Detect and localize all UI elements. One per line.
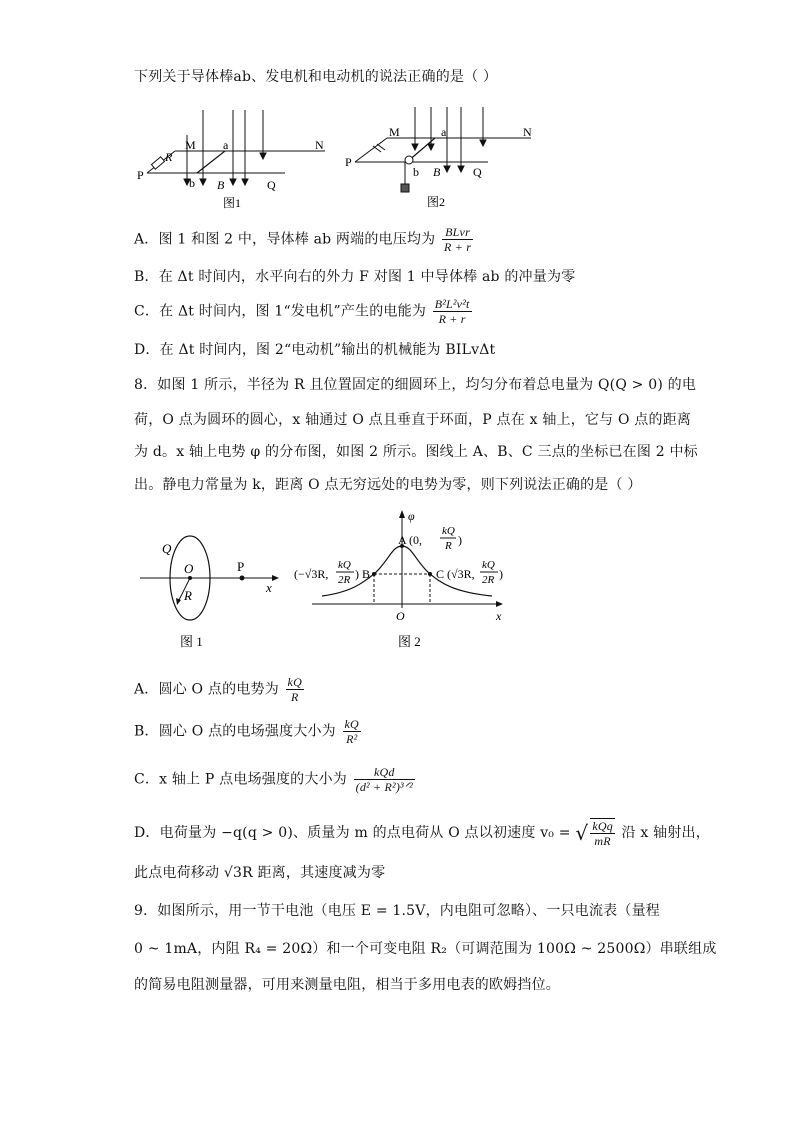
label-P: P xyxy=(137,168,144,182)
fig2-point-c-den: 2R xyxy=(482,574,495,586)
option-c-fraction: $\frac{\text{B²L²v²t}}{R + r}$ xyxy=(434,297,470,326)
fig1-label-O: O xyxy=(184,561,194,576)
sqrt-sign: √ xyxy=(575,821,589,845)
q8-line-1: 8．如图 1 所示，半径为 R 且位置固定的细圆环上，均匀分布着总电量为 Q(Q > 0) 的电 xyxy=(134,377,697,393)
q8-option-b-text: B．圆心 O 点的电场强度大小为 xyxy=(134,723,336,740)
label-b: b xyxy=(189,176,195,190)
q8-option-d-text2: 沿 x 轴射出， xyxy=(621,825,710,841)
fig2-point-c-open: C (√3R, xyxy=(436,567,475,581)
q8-option-c xyxy=(134,765,417,794)
fig2-caption: 图2 xyxy=(427,195,446,209)
q8-option-a xyxy=(134,675,306,704)
q8-option-a-text: A．圆心 O 点的电势为 xyxy=(134,681,279,698)
q8-figure-2 xyxy=(292,508,512,656)
label-M2: M xyxy=(389,125,400,139)
q9-line-2: 0 ~ 1mA，内阻 R₄ = 20Ω）和一个可变电阻 R₂（可调范围为 100Ω ~ 2500Ω）串联组成 xyxy=(134,941,717,957)
q8-line-4: 出。静电力常量为 k，距离 O 点无穷远处的电势为零，则下列说法正确的是（ ） xyxy=(134,477,642,493)
fig2-point-c-num: kQ xyxy=(482,559,495,571)
fig1-label-x: x xyxy=(266,580,272,595)
q8-option-b-fraction: $\frac{kQ}{\text{R²}}$ xyxy=(344,717,359,746)
q7-option-a xyxy=(134,225,475,254)
label-P2: P xyxy=(345,155,352,169)
label-Q: Q xyxy=(267,178,276,192)
fig2-axis-x: x xyxy=(496,609,502,623)
q7-option-b: B．在 Δt 时间内，水平向右的外力 F 对图 1 中导体棒 ab 的冲量为零 xyxy=(134,269,576,285)
q8-line-2: 荷，O 点为圆环的圆心，x 轴通过 O 点且垂直于环面，P 点在 x 轴上，它与 O 点的距离 xyxy=(134,412,692,428)
q7-option-c xyxy=(134,297,474,326)
q8-option-d-line2: 此点电荷移动 √3R 距离，其速度减为零 xyxy=(134,865,386,881)
fig2-point-b-den: 2R xyxy=(338,574,351,586)
q8-option-b xyxy=(134,717,363,746)
fig2-point-b-open: (−√3R, xyxy=(294,567,329,581)
q8-option-d xyxy=(134,818,710,848)
q7-stem: 下列关于导体棒ab、发电机和电动机的说法正确的是（ ） xyxy=(134,69,498,85)
option-c-text: C．在 Δt 时间内，图 1“发电机”产生的电能为 xyxy=(134,303,427,320)
fig2-point-c-close: ) xyxy=(499,567,503,581)
fig1-label-R: R xyxy=(184,588,192,603)
q8-option-c-fraction: $\frac{\text{kQd}}{\text{(d² + R²)³ᐟ²}}$ xyxy=(355,765,413,794)
fig1-caption: 图1 xyxy=(223,196,242,210)
fig2-point-b-num: kQ xyxy=(338,559,351,571)
fig2-axis-y: φ xyxy=(408,509,415,523)
fig1-label-Q: Q xyxy=(162,541,172,556)
label-a2: a xyxy=(441,125,447,139)
fig2-point-a: A (0, xyxy=(398,533,422,547)
q8-line-3: 为 d。x 轴上电势 φ 的分布图，如图 2 所示。图线上 A、B、C 三点的坐标已在图 2 中标 xyxy=(134,444,698,460)
q8-option-a-fraction: $\frac{kQ}{R}$ xyxy=(287,675,302,704)
fig2-point-b-close: ) B xyxy=(355,567,370,581)
label-b2: b xyxy=(413,165,419,179)
fig2-point-a-den: R xyxy=(445,540,452,552)
q9-line-3: 的简易电阻测量器，可用来测量电阻，相当于多用电表的欧姆挡位。 xyxy=(134,977,560,993)
option-a-fraction: $\frac{\text{BLvr}}{R + r}$ xyxy=(444,225,472,254)
label-R: R xyxy=(165,150,173,164)
q8-fig1-caption: 图 1 xyxy=(180,634,203,649)
q8-option-d-text1: D．电荷量为 −q(q > 0)、质量为 m 的点电荷从 O 点以初速度 v₀ = xyxy=(134,825,571,841)
fig2-point-a-close: ) xyxy=(458,533,462,547)
q7-option-d: D．在 Δt 时间内，图 2“电动机”输出的机械能为 BILvΔt xyxy=(134,342,496,358)
label-a: a xyxy=(223,138,229,152)
label-B: B xyxy=(217,178,225,192)
q7-figure-1 xyxy=(135,105,335,215)
label-N2: N xyxy=(523,125,532,139)
q9-line-1: 9．如图所示，用一节干电池（电压 E = 1.5V，内电阻可忽略）、一只电流表（量程 xyxy=(134,903,660,919)
fig2-origin: O xyxy=(396,609,405,623)
option-a-text: A．图 1 和图 2 中，导体棒 ab 两端的电压均为 xyxy=(134,231,436,248)
q8-figure-1 xyxy=(138,528,288,653)
fig1-label-P: P xyxy=(237,559,245,574)
fig2-point-a-num: kQ xyxy=(442,525,455,537)
q8-option-c-text: C．x 轴上 P 点电场强度的大小为 xyxy=(134,771,347,788)
label-M: M xyxy=(185,138,196,152)
label-Q2: Q xyxy=(473,165,482,179)
q8-fig2-caption: 图 2 xyxy=(398,634,421,649)
label-N: N xyxy=(315,138,324,152)
q8-option-d-sqrt: $\frac{\text{kQq}}{mR}$ xyxy=(592,819,613,848)
label-B2: B xyxy=(433,165,441,179)
q7-figure-2 xyxy=(343,102,543,212)
